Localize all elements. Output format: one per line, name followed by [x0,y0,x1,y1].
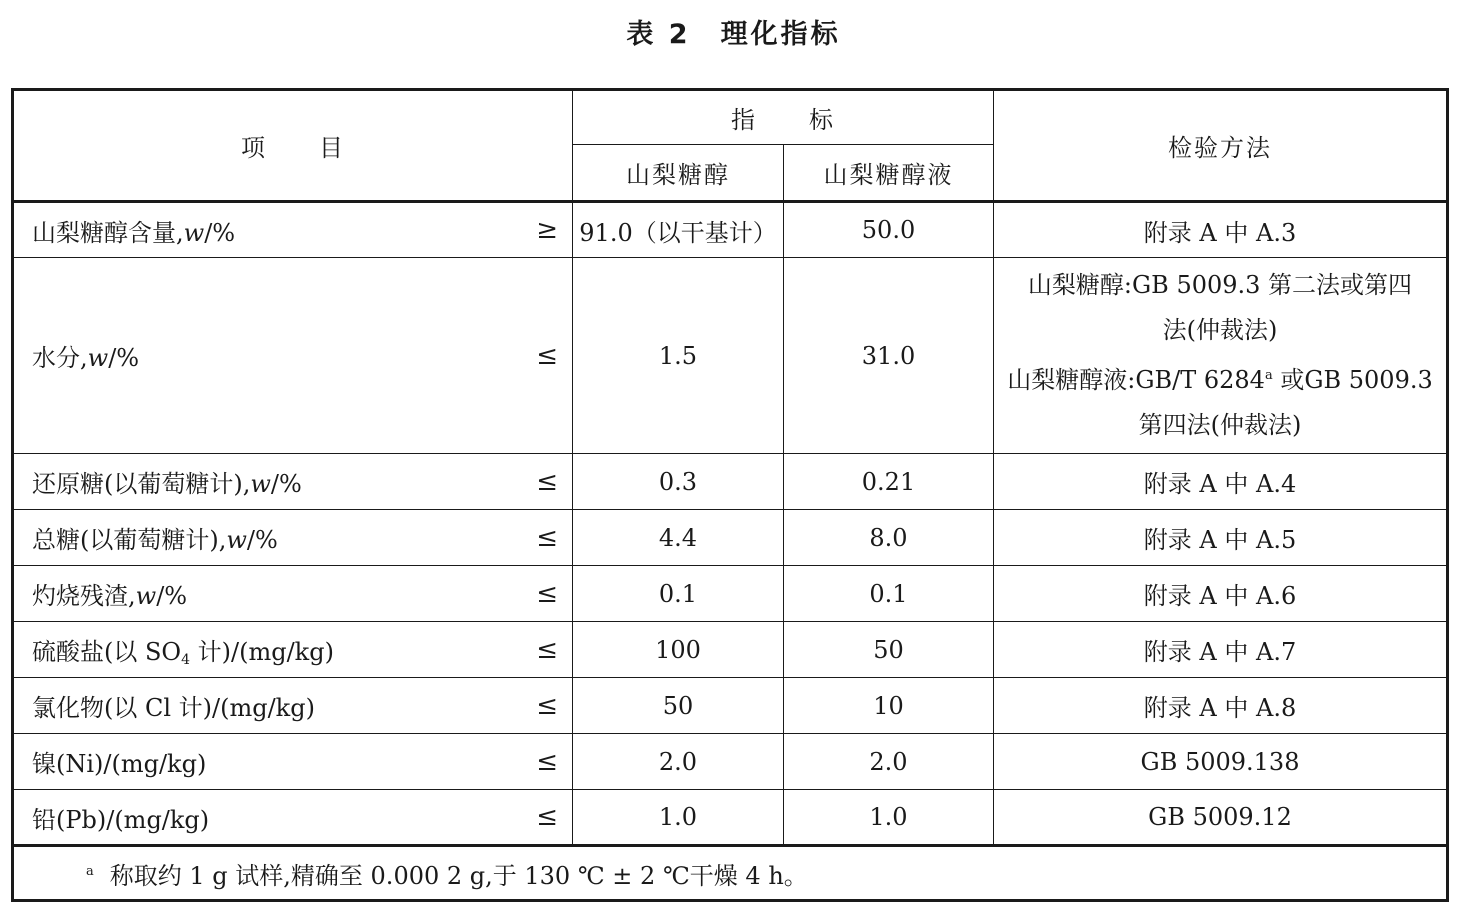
method-line: 法(仲裁法) [1162,316,1278,344]
table-title: 表 2 理化指标 [626,19,841,50]
relation-symbol: ≤ [536,634,558,665]
item-cell [13,790,573,846]
method-cell: GB 5009.138 [994,734,1448,790]
method-cell: 附录 A 中 A.4 [994,454,1448,510]
value-sorbitol: 2.0 [573,734,784,790]
value-sorbitol: 1.5 [573,258,784,454]
value-sorbitol: 100 [573,622,784,678]
relation-symbol: ≤ [536,466,558,497]
value-sorbitol-liquid: 50.0 [784,202,994,258]
value-sorbitol-liquid: 31.0 [784,258,994,454]
item-cell [13,258,573,454]
value-sorbitol-liquid: 8.0 [784,510,994,566]
item-cell [13,454,573,510]
mass-fraction-symbol: w [135,582,157,610]
table-row [13,790,1448,846]
method-text: 山梨糖醇液:GB/T 6284 [1007,366,1265,394]
item-cell [13,734,573,790]
item-label: 水分, [32,344,88,372]
header-item: 项 目 [13,90,573,202]
value-sorbitol-liquid: 1.0 [784,790,994,846]
value-sorbitol-liquid: 10 [784,678,994,734]
table-row [13,622,1448,678]
footnote-text: 称取约 1 g 试样,精确至 0.000 2 g,于 130 ℃ ± 2 ℃干燥 4 h。 [109,861,808,890]
relation-symbol: ≤ [536,690,558,721]
method-cell: 附录 A 中 A.3 [994,202,1448,258]
method-cell: GB 5009.12 [994,790,1448,846]
physicochemical-indicators-table [11,88,1449,902]
table-row [13,678,1448,734]
item-label: 总糖(以葡萄糖计), [32,526,227,554]
table-row [13,454,1448,510]
unit-label: /% [108,344,140,372]
value-sorbitol-liquid: 0.21 [784,454,994,510]
item-label: 灼烧残渣, [32,582,136,610]
value-sorbitol: 1.0 [573,790,784,846]
method-cell: 附录 A 中 A.7 [994,622,1448,678]
relation-symbol: ≤ [536,522,558,553]
relation-symbol: ≤ [536,802,558,832]
unit-label: /% [270,470,302,498]
method-cell: 附录 A 中 A.8 [994,678,1448,734]
value-sorbitol-liquid: 50 [784,622,994,678]
method-text: 或GB 5009.3 [1272,366,1433,394]
item-cell [13,510,573,566]
item-label: 镍(Ni)/(mg/kg) [32,750,207,778]
mass-fraction-symbol: w [183,218,205,247]
footnote-cell [13,846,1448,901]
item-cell [13,566,573,622]
relation-symbol: ≤ [536,746,558,777]
value-sorbitol: 4.4 [573,510,784,566]
item-label: 硫酸盐(以 SO [32,637,182,666]
item-label: 铅(Pb)/(mg/kg) [32,805,210,834]
item-label: 氯化物(以 Cl 计)/(mg/kg) [32,694,315,722]
header-col-sorbitol: 山梨糖醇 [573,145,784,202]
value-sorbitol-liquid: 2.0 [784,734,994,790]
item-label: 计)/(mg/kg) [190,637,334,666]
value-sorbitol: 91.0（以干基计） [573,202,784,258]
mass-fraction-symbol: w [87,344,109,372]
footnote-mark: a [86,863,94,879]
method-line: 第四法(仲裁法) [1138,411,1302,439]
table-row [13,734,1448,790]
relation-symbol: ≤ [536,578,558,609]
value-sorbitol: 0.3 [573,454,784,510]
value-sorbitol: 50 [573,678,784,734]
header-row-1 [13,90,1448,145]
footnote-mark: a [1264,368,1273,383]
relation-symbol: ≥ [536,215,558,245]
header-col-sorbitol-liquid: 山梨糖醇液 [784,145,994,202]
unit-label: /% [246,526,278,554]
item-cell [13,622,573,678]
item-label: 山梨糖醇含量, [32,218,184,247]
method-cell: 附录 A 中 A.6 [994,566,1448,622]
header-indicator: 指 标 [573,90,994,145]
subscript: 4 [181,651,191,668]
item-cell [13,202,573,258]
item-label: 还原糖(以葡萄糖计), [32,470,251,498]
table-row [13,510,1448,566]
table-row [13,202,1448,258]
footnote-row [13,846,1448,901]
item-cell [13,678,573,734]
method-cell: 附录 A 中 A.5 [994,510,1448,566]
unit-label: /% [204,218,236,247]
method-line: 山梨糖醇:GB 5009.3 第二法或第四 [1027,271,1413,299]
method-cell [994,258,1448,454]
header-method: 检验方法 [994,90,1448,202]
value-sorbitol-liquid: 0.1 [784,566,994,622]
value-sorbitol: 0.1 [573,566,784,622]
mass-fraction-symbol: w [250,470,271,498]
table-row [13,258,1448,454]
mass-fraction-symbol: w [226,526,247,554]
unit-label: /% [156,582,188,610]
relation-symbol: ≤ [536,340,558,371]
table-row [13,566,1448,622]
method-line [996,353,1444,403]
